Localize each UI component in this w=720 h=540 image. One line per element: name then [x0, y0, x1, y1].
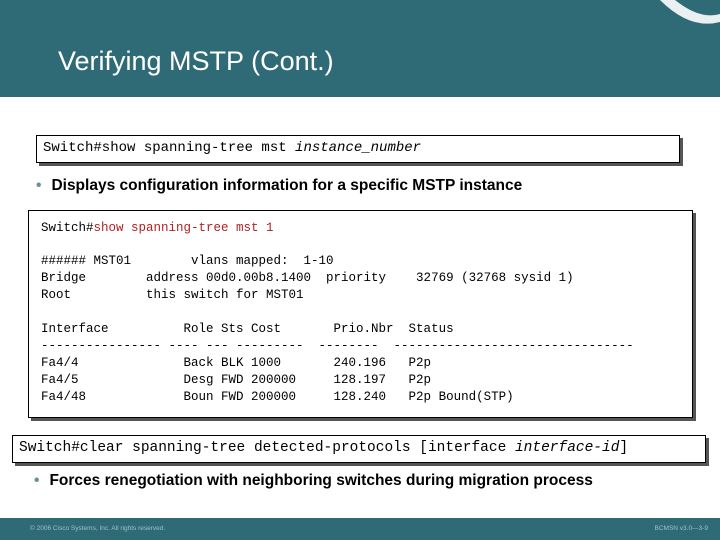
output-table-divider: ---------------- ---- --- --------- -------- -------------------------------- [41, 339, 634, 353]
bullet-point-1 [36, 177, 522, 195]
output-line: Root this switch for MST01 [41, 288, 304, 302]
slide-footer [0, 518, 720, 540]
bullet-text: Displays configuration information for a specific MSTP instance [51, 177, 523, 194]
bullet-text: Forces renegotiation with neighboring switches during migration process [49, 472, 593, 489]
output-line: Bridge address 00d0.00b8.1400 priority 32769 (32768 sysid 1) [41, 271, 574, 285]
bullet-dot-icon: • [34, 472, 40, 489]
table-row: Fa4/4 Back BLK 1000 240.196 P2p [41, 356, 432, 370]
course-page-number: BCMSN v3.0—3-9 [654, 525, 708, 532]
command-argument: interface-id [514, 440, 620, 456]
command-argument: instance_number [295, 140, 422, 156]
output-command-line [41, 221, 274, 235]
command-syntax-box-1 [36, 135, 680, 163]
copyright-text: © 2006 Cisco Systems, Inc. All rights reserved. [30, 525, 166, 532]
slide-header [0, 0, 720, 97]
slide-title: Verifying MSTP (Cont.) [58, 46, 334, 76]
output-command: show spanning-tree mst 1 [93, 221, 274, 235]
table-row: Fa4/5 Desg FWD 200000 128.197 P2p [41, 373, 432, 387]
command-text: Switch#clear spanning-tree detected-protocols [interface [19, 440, 515, 456]
table-row: Fa4/48 Boun FWD 200000 128.240 P2p Bound(STP) [41, 390, 514, 404]
output-line: ###### MST01 vlans mapped: 1-10 [41, 254, 334, 268]
corner-swoosh-icon [640, 0, 720, 42]
output-table-header: Interface Role Sts Cost Prio.Nbr Status [41, 322, 454, 336]
command-text: Switch#show spanning-tree mst [43, 140, 296, 156]
command-output-box [28, 210, 693, 418]
command-syntax-box-2 [12, 435, 706, 463]
bullet-point-2 [34, 472, 593, 490]
command-suffix: ] [619, 440, 629, 456]
output-prompt: Switch# [41, 221, 94, 235]
bullet-dot-icon: • [36, 177, 42, 194]
